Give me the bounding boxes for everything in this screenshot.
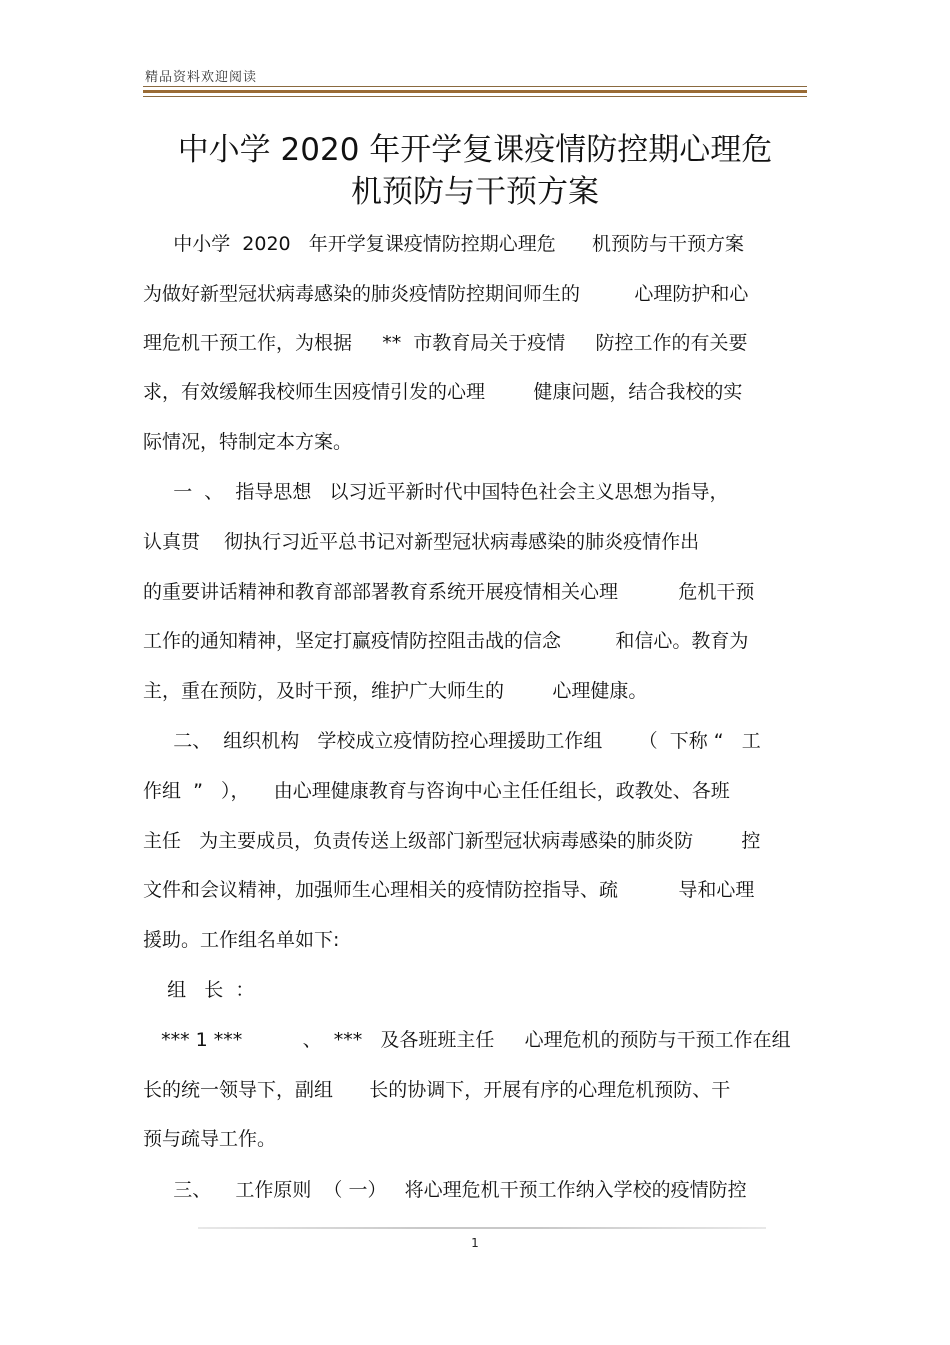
body-line: 理危机干预工作，为根据 ** 市教育局关于疫情 防控工作的有关要	[143, 332, 748, 354]
body-line: 工作的通知精神，坚定打赢疫情防控阻击战的信念 和信心。教育为	[143, 630, 749, 652]
body-line: 二、 组织机构 学校成立疫情防控心理援助工作组 （ 下称 “ 工	[143, 730, 761, 752]
body-line: 预与疏导工作。	[143, 1128, 277, 1150]
body-line: 长的统一领导下，副组 长的协调下，开展有序的心理危机预防、干	[143, 1079, 731, 1101]
body-line: 主，重在预防，及时干预，维护广大师生的 心理健康。	[143, 680, 648, 702]
header-rule-thin-top	[143, 86, 807, 87]
body-line: 际情况，特制定本方案。	[143, 431, 353, 453]
body-line: 一 、 指导思想 以习近平新时代中国特色社会主义思想为指导，	[143, 481, 729, 503]
body-line: 组 长 ：	[143, 979, 255, 1001]
document-title-line-2: 机预防与干预方案	[351, 174, 599, 210]
page-number: 1	[471, 1236, 479, 1250]
body-line: 中小学 2020 年开学复课疫情防控期心理危 机预防与干预方案	[143, 233, 744, 255]
body-line: *** 1 *** 、 *** 及各班班主任 心理危机的预防与干预工作在组	[143, 1029, 791, 1051]
header-rule-thin-bottom	[143, 96, 807, 97]
body-line: 三、 工作原则 （ 一） 将心理危机干预工作纳入学校的疫情防控	[143, 1179, 747, 1201]
footer-rule	[198, 1227, 766, 1229]
body-line: 认真贯 彻执行习近平总书记对新型冠状病毒感染的肺炎疫情作出	[143, 531, 700, 553]
body-line: 文件和会议精神，加强师生心理相关的疫情防控指导、疏 导和心理	[143, 879, 755, 901]
document-title-line-1: 中小学 2020 年开学复课疫情防控期心理危	[177, 132, 773, 168]
body-line: 为做好新型冠状病毒感染的肺炎疫情防控期间师生的 心理防护和心	[143, 283, 749, 305]
body-line: 主任 为主要成员，负责传送上级部门新型冠状病毒感染的肺炎防 控	[143, 830, 761, 852]
body-line: 求，有效缓解我校师生因疫情引发的心理 健康问题，结合我校的实	[143, 381, 743, 403]
body-line: 作组 ” ）， 由心理健康教育与咨询中心主任任组长，政教处、各班	[143, 780, 730, 802]
page-header-text: 精品资料欢迎阅读	[145, 70, 258, 85]
header-rule-thick	[143, 90, 807, 93]
body-line: 援助。工作组名单如下:	[143, 929, 340, 951]
body-line: 的重要讲话精神和教育部部署教育系统开展疫情相关心理 危机干预	[143, 581, 755, 603]
